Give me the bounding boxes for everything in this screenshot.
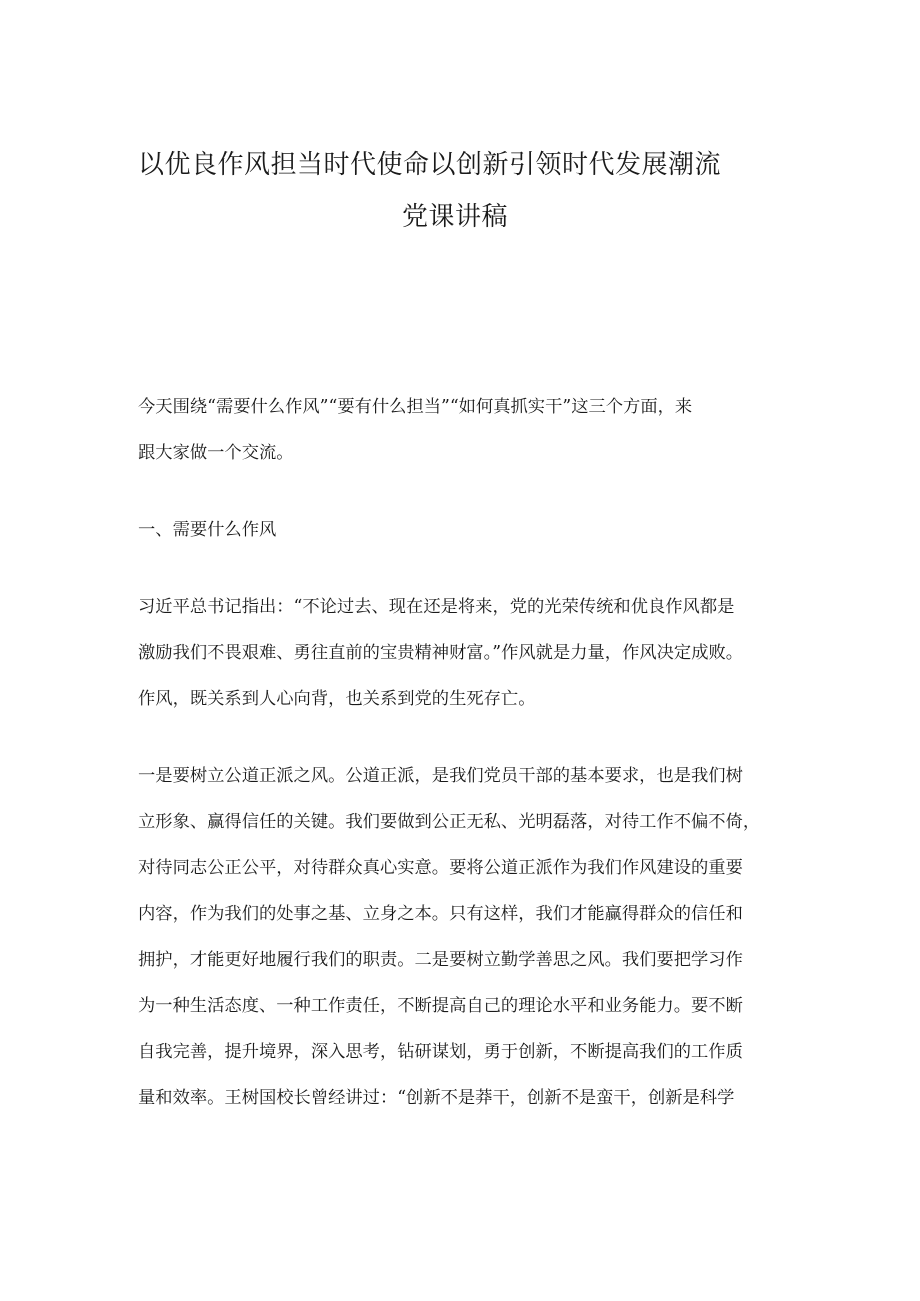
- quote-paragraph-line: 激励我们不畏艰难、勇往直前的宝贵精神财富。”作风就是力量，作风决定成败。: [138, 643, 744, 663]
- body-paragraph-line: 一是要树立公道正派之风。公道正派，是我们党员干部的基本要求，也是我们树: [138, 766, 743, 786]
- intro-paragraph-line: 今天围绕“需要什么作风”“要有什么担当”“如何真抓实干”这三个方面，来: [138, 397, 693, 417]
- body-paragraph-line: 拥护，才能更好地履行我们的职责。二是要树立勤学善思之风。我们要把学习作: [138, 950, 743, 970]
- quote-paragraph-line: 作风，既关系到人心向背，也关系到党的生死存亡。: [138, 689, 536, 709]
- document-title-line-2: 党课讲稿: [402, 202, 509, 232]
- document-title-line-1: 以优良作风担当时代使命以创新引领时代发展潮流: [138, 150, 722, 180]
- body-paragraph-line: 对待同志公正公平，对待群众真心实意。要将公道正派作为我们作风建设的重要: [138, 858, 743, 878]
- body-paragraph-line: 自我完善，提升境界，深入思考，钻研谋划，勇于创新，不断提高我们的工作质: [138, 1042, 743, 1062]
- section-heading: 一、需要什么作风: [138, 520, 277, 540]
- intro-paragraph-line: 跟大家做一个交流。: [138, 443, 294, 463]
- body-paragraph-line: 立形象、赢得信任的关键。我们要做到公正无私、光明磊落，对待工作不偏不倚，: [138, 812, 761, 832]
- body-paragraph-line: 为一种生活态度、一种工作责任，不断提高自己的理论水平和业务能力。要不断: [138, 996, 743, 1016]
- quote-paragraph-line: 习近平总书记指出：“不论过去、现在还是将来，党的光荣传统和优良作风都是: [138, 597, 735, 617]
- body-paragraph-line: 内容，作为我们的处事之基、立身之本。只有这样，我们才能赢得群众的信任和: [138, 904, 743, 924]
- body-paragraph-line: 量和效率。王树国校长曾经讲过：“创新不是莽干，创新不是蛮干，创新是科学: [138, 1088, 735, 1108]
